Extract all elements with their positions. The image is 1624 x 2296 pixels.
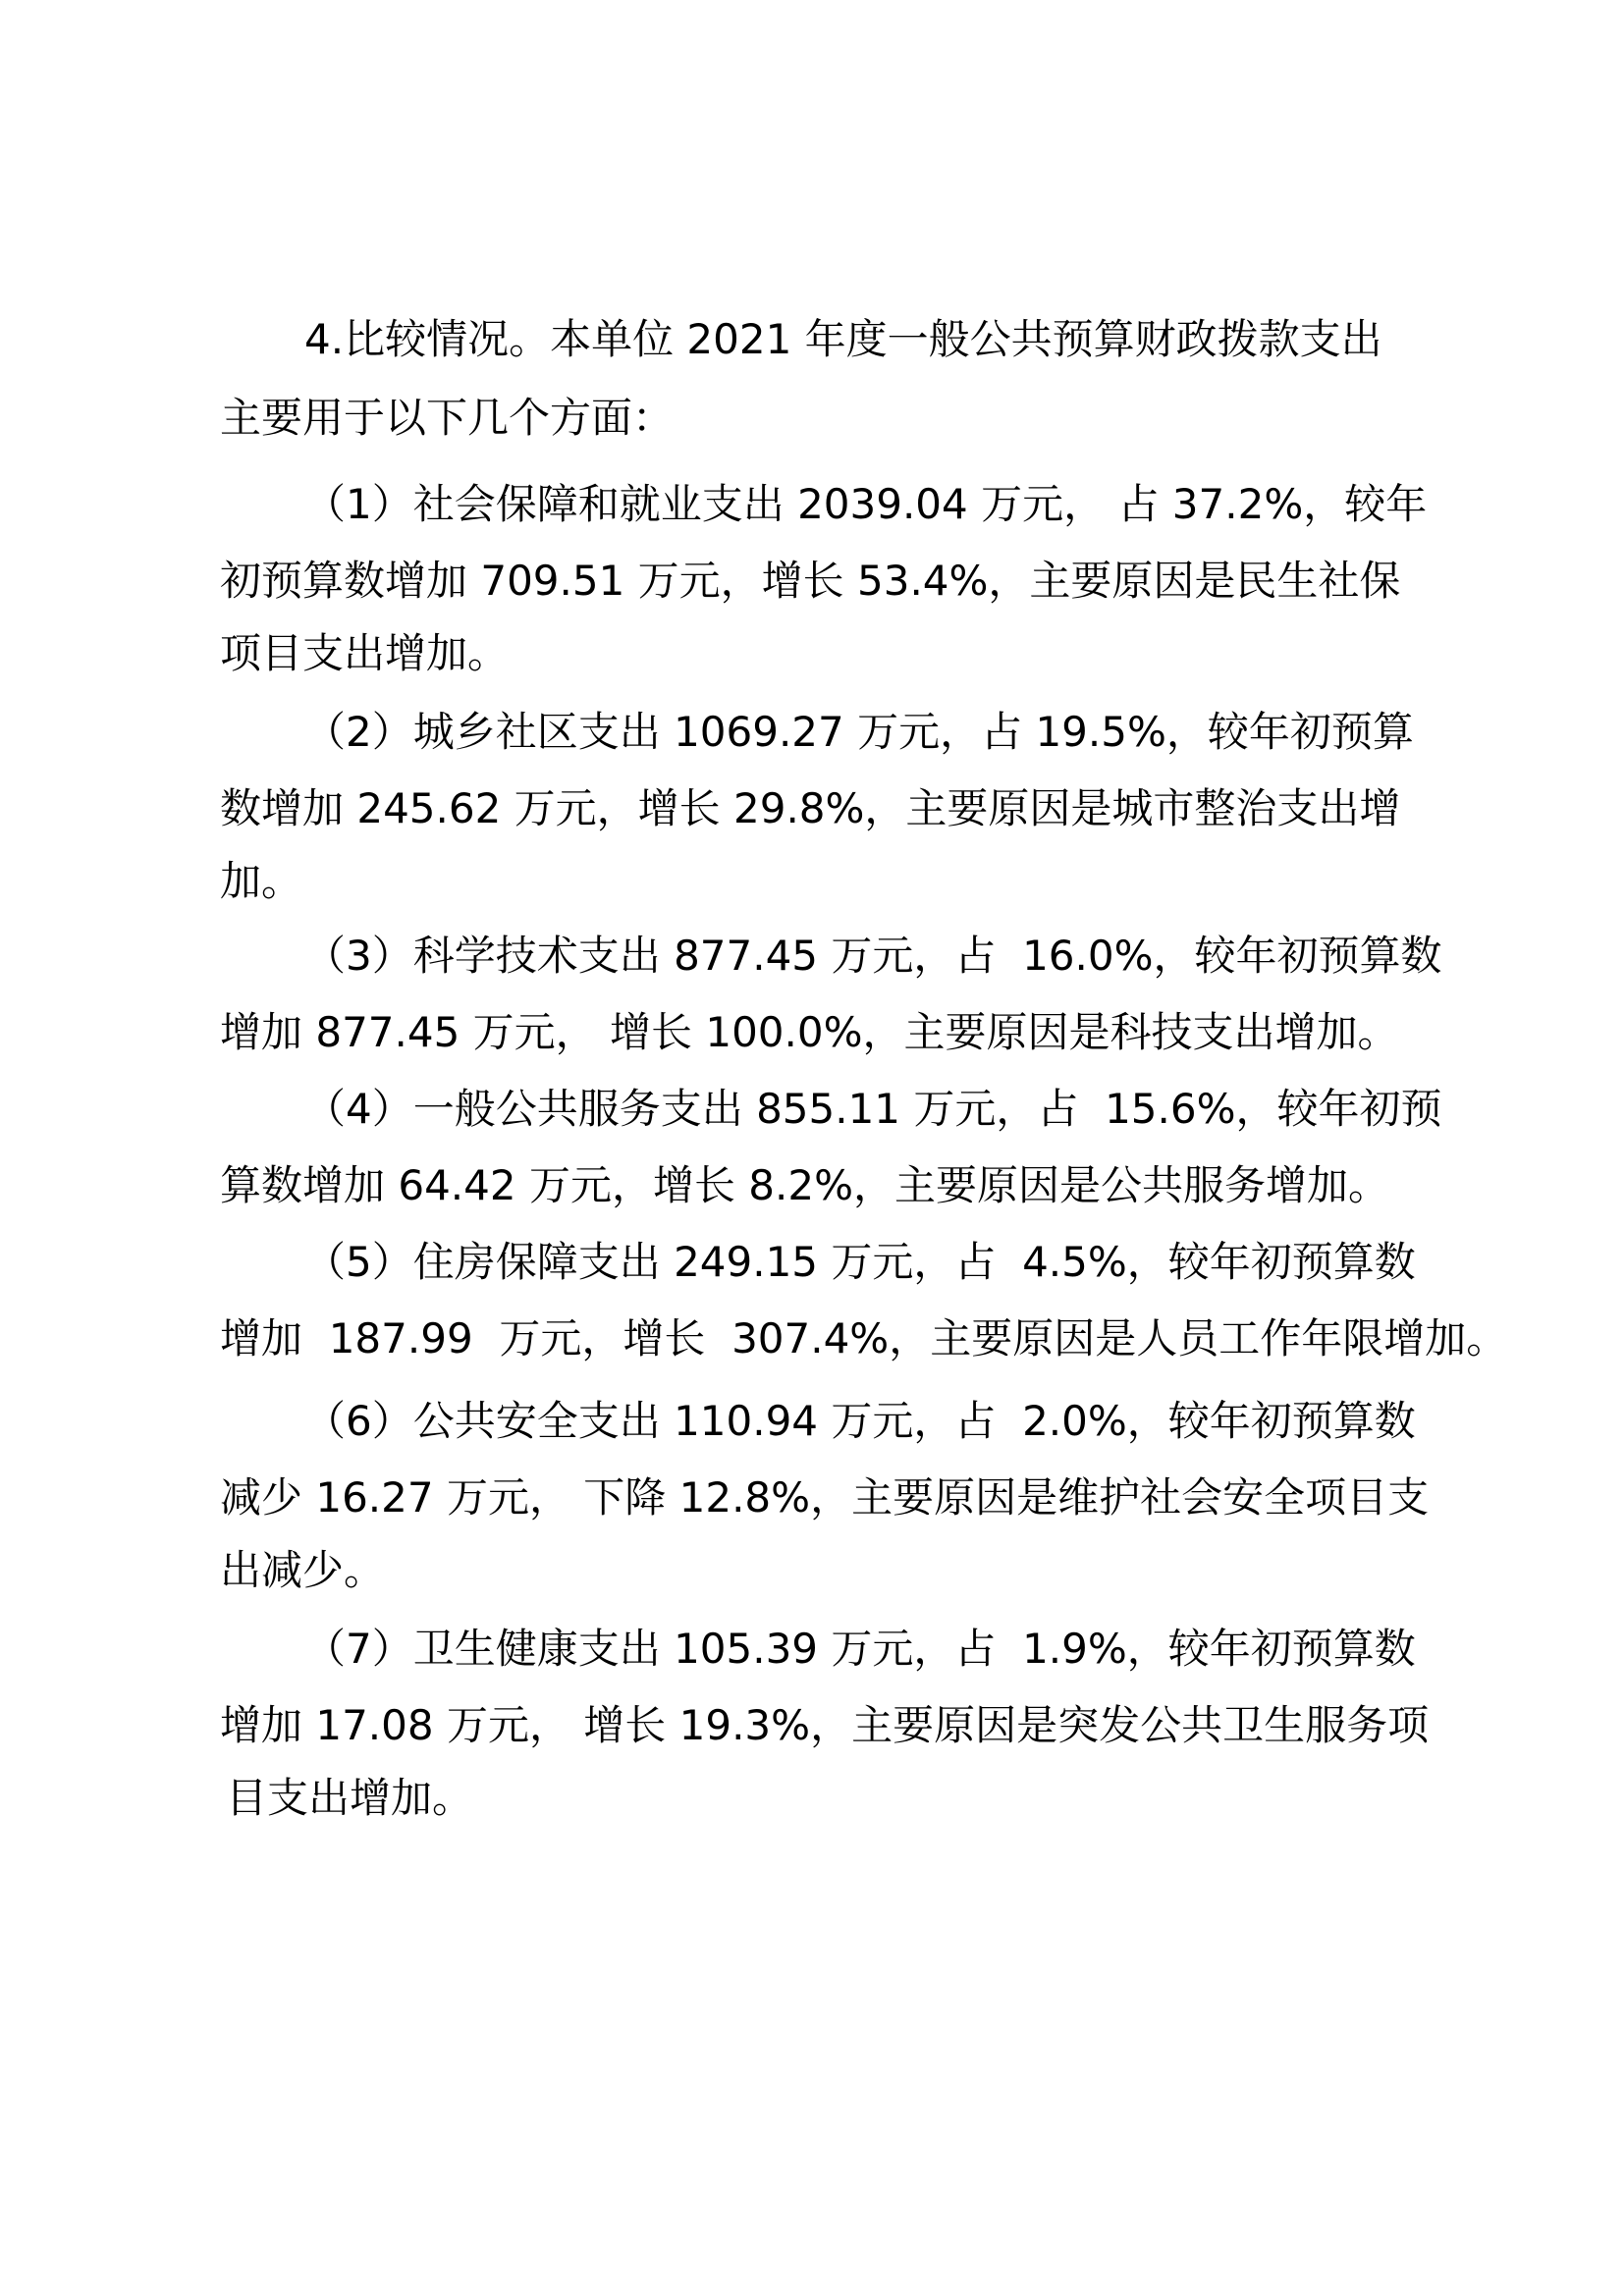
item-2-line-1: （2）城乡社区支出 1069.27 万元，占 19.5%，较年初预算 [304,708,1414,756]
item-7-line-1: （7）卫生健康支出 105.39 万元，占 1.9%，较年初预算数 [304,1625,1416,1673]
item-2-line-3: 加。 [220,857,303,905]
item-6-line-2: 减少 16.27 万元， 下降 12.8%，主要原因是维护社会安全项目支 [220,1473,1430,1522]
paragraph-intro-line-2: 主要用于以下几个方面： [220,394,675,442]
item-4-line-1: （4）一般公共服务支出 855.11 万元，占 15.6%，较年初预 [304,1085,1442,1133]
item-5-line-1: （5）住房保障支出 249.15 万元，占 4.5%，较年初预算数 [304,1238,1416,1286]
item-7-line-3: 目支出增加。 [226,1774,474,1822]
item-6-line-1: （6）公共安全支出 110.94 万元，占 2.0%，较年初预算数 [304,1397,1416,1445]
item-7-line-2: 增加 17.08 万元， 增长 19.3%，主要原因是突发公共卫生服务项 [220,1701,1430,1749]
item-6-line-3: 出减少。 [220,1546,386,1594]
item-5-line-2: 增加 187.99 万元，增长 307.4%，主要原因是人员工作年限增加。 [220,1314,1508,1362]
paragraph-intro-line-1: 4.比较情况。本单位 2021 年度一般公共预算财政拨款支出 [304,315,1382,363]
item-1-line-3: 项目支出增加。 [220,629,510,677]
item-2-line-2: 数增加 245.62 万元，增长 29.8%，主要原因是城市整治支出增 [220,784,1401,832]
item-3-line-1: （3）科学技术支出 877.45 万元，占 16.0%，较年初预算数 [304,932,1442,980]
item-4-line-2: 算数增加 64.42 万元，增长 8.2%，主要原因是公共服务增加。 [220,1161,1389,1209]
item-1-line-1: （1）社会保障和就业支出 2039.04 万元， 占 37.2%，较年 [304,480,1428,528]
item-1-line-2: 初预算数增加 709.51 万元，增长 53.4%，主要原因是民生社保 [220,557,1401,605]
item-3-line-2: 增加 877.45 万元， 增长 100.0%，主要原因是科技支出增加。 [220,1008,1399,1056]
